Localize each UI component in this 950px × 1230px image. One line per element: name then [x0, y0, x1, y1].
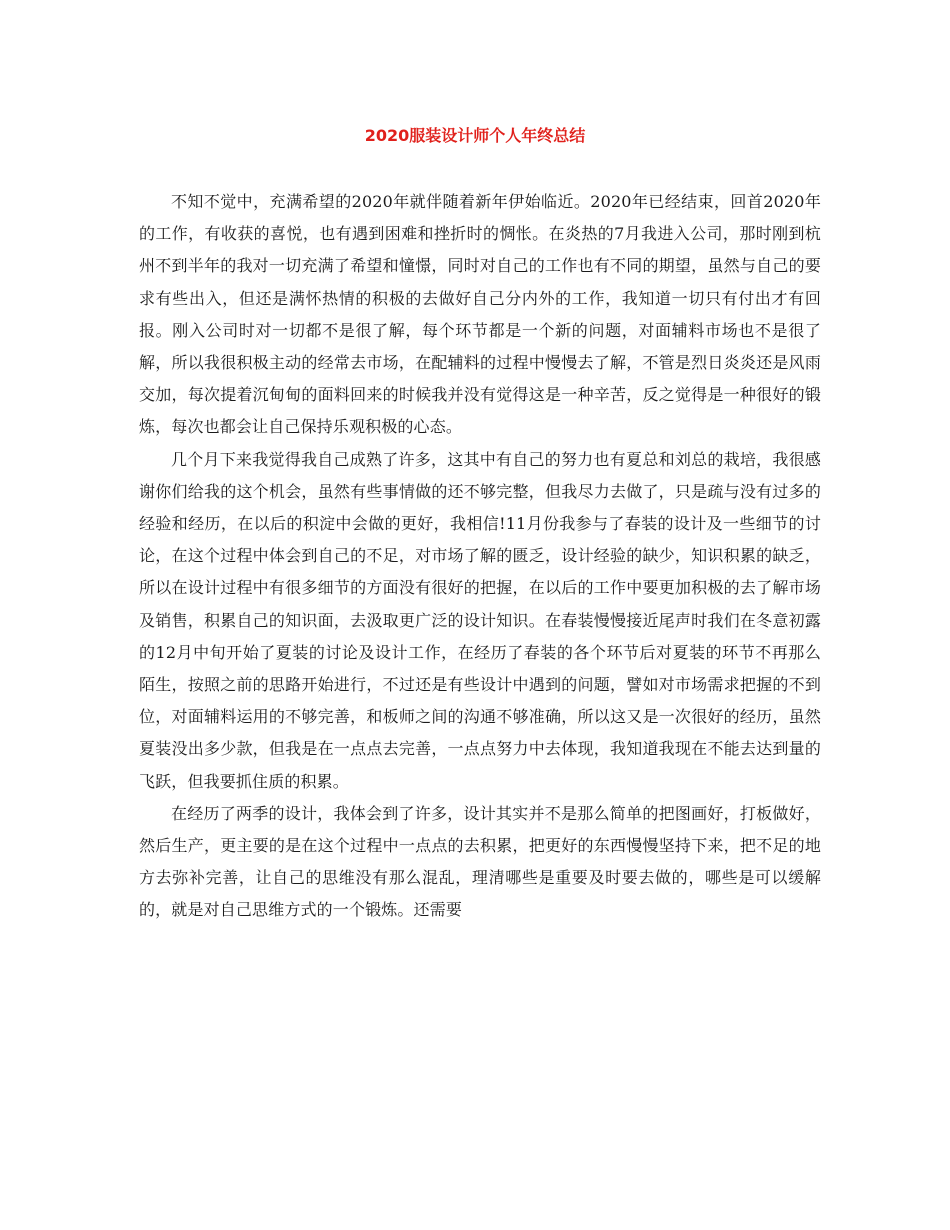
document-body	[139, 186, 821, 927]
paragraph-2: 几个月下来我觉得我自己成熟了许多，这其中有自己的努力也有夏总和刘总的栽培，我很感谢你们给我的这个机会，虽然有些事情做的还不够完整，但我尽力去做了，只是疏与没有过多的经验和经历，在以后的积淀中会做的更好，我相信!11月份我参与了春装的设计及一些细节的讨论，在这个过程中体会到自己的不足，对市场了解的匮乏，设计经验的缺少，知识积累的缺乏，所以在设计过程中有很多细节的方面没有很好的把握，在以后的工作中要更加积极的去了解市场及销售，积累自己的知识面，去汲取更广泛的设计知识。在春装慢慢接近尾声时我们在冬意初露的12月中旬开始了夏装的讨论及设计工作，在经历了春装的各个环节后对夏装的环节不再那么陌生，按照之前的思路开始进行，不过还是有些设计中遇到的问题，譬如对市场需求把握的不到位，对面辅料运用的不够完善，和板师之间的沟通不够准确，所以这又是一次很好的经历，虽然夏装没出多少款，但我是在一点点去完善，一点点努力中去体现，我知道我现在不能去达到量的飞跃，但我要抓住质的积累。	[139, 449, 821, 791]
paragraph-3: 在经历了两季的设计，我体会到了许多，设计其实并不是那么简单的把图画好，打板做好，然后生产，更主要的是在这个过程中一点点的去积累，把更好的东西慢慢坚持下来，把不足的地方去弥补完善，让自己的思维没有那么混乱，理清哪些是重要及时要去做的，哪些是可以缓解的，就是对自己思维方式的一个锻炼。还需要	[139, 803, 821, 920]
paragraph-1: 不知不觉中，充满希望的2020年就伴随着新年伊始临近。2020年已经结束，回首2020年的工作，有收获的喜悦，也有遇到困难和挫折时的惆怅。在炎热的7月我进入公司，那时刚到杭州不到半年的我对一切充满了希望和憧憬，同时对自己的工作也有不同的期望，虽然与自己的要求有些出入，但还是满怀热情的积极的去做好自己分内外的工作，我知道一切只有付出才有回报。刚入公司时对一切都不是很了解，每个环节都是一个新的问题，对面辅料市场也不是很了解，所以我很积极主动的经常去市场，在配辅料的过程中慢慢去了解，不管是烈日炎炎还是风雨交加，每次提着沉甸甸的面料回来的时候我并没有觉得这是一种辛苦，反之觉得是一种很好的锻炼，每次也都会让自己保持乐观积极的心态。	[139, 192, 821, 437]
document-title: 2020服装设计师个人年终总结	[364, 126, 586, 145]
